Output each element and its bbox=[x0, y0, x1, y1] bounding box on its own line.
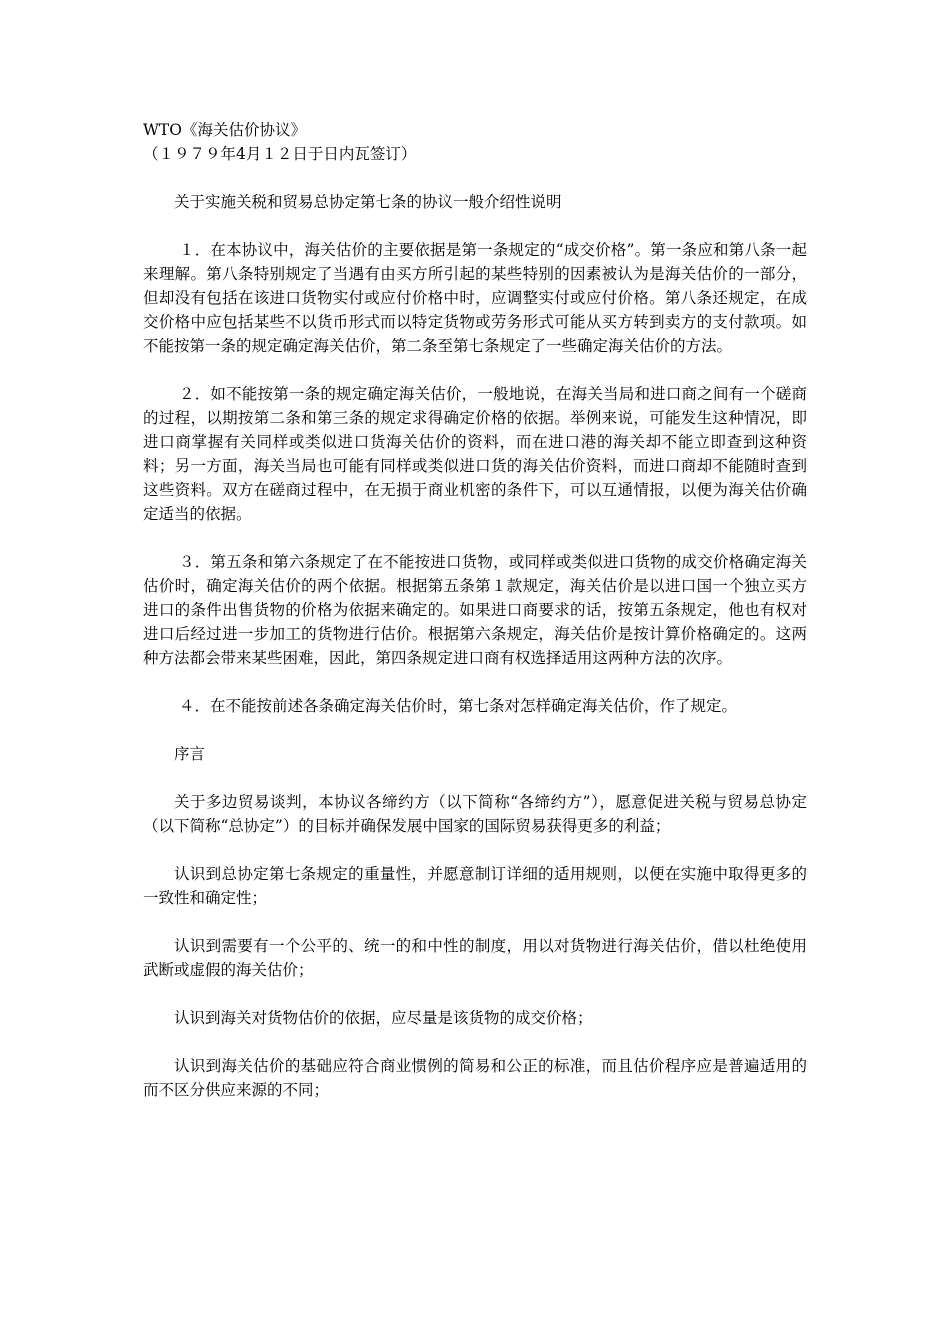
preamble-paragraph-4: 认识到海关对货物估价的依据，应尽量是该货物的成交价格； bbox=[174, 1009, 593, 1027]
document-title: WTO《海关估价协议》 bbox=[143, 121, 306, 139]
intro-paragraph-3: ３．第五条和第六条规定了在不能按进口货物，或同样或类似进口货物的成交价格确定海关估价时，确定海关估价的两个依据。根据第五条第１款规定，海关估价是以进口国一个独立买方进口的条件出售货物的价格为依据来确定的。如果进口商要求的话，按第五条规定，他也有权对进口后经过进一步加工的货物进行估价。根据第六条规定，海关估价是按计算价格确定的。这两种方法都会带来某些困难，因此，第四条规定进口商有权选择适用这两种方法的次序。 bbox=[143, 553, 807, 667]
document-body bbox=[143, 118, 807, 1102]
preamble-paragraph-1: 关于多边贸易谈判，本协议各缔约方（以下简称“各缔约方”），愿意促进关税与贸易总协定（以下简称“总协定”）的目标并确保发展中国家的国际贸易获得更多的利益； bbox=[143, 793, 807, 835]
signing-date-line: （１９７９年4月１２日于日内瓦签订） bbox=[143, 145, 417, 163]
preamble-paragraph-2: 认识到总协定第七条规定的重量性，并愿意制订详细的适用规则，以便在实施中取得更多的一致性和确定性； bbox=[143, 865, 807, 907]
intro-paragraph-2: ２．如不能按第一条的规定确定海关估价，一般地说，在海关当局和进口商之间有一个磋商的过程，以期按第二条和第三条的规定求得确定价格的依据。举例来说，可能发生这种情况，即进口商掌握有关同样或类似进口货海关估价的资料，而在进口港的海关却不能立即查到这种资料；另一方面，海关当局也可能有同样或类似进口货的海关估价资料，而进口商却不能随时查到这些资料。双方在磋商过程中，在无损于商业机密的条件下，可以互通情报，以便为海关估价确定适当的依据。 bbox=[143, 385, 807, 523]
preamble-title: 序言 bbox=[174, 745, 206, 763]
intro-paragraph-1: １．在本协议中，海关估价的主要依据是第一条规定的“成交价格”。第一条应和第八条一起来理解。第八条特别规定了当遇有由买方所引起的某些特别的因素被认为是海关估价的一部分，但却没有包括在该进口货物实付或应付价格中时，应调整实付或应付价格。第八条还规定，在成交价格中应包括某些不以货币形式而以特定货物或劳务形式可能从买方转到卖方的支付款项。如不能按第一条的规定确定海关估价，第二条至第七条规定了一些确定海关估价的方法。 bbox=[143, 241, 807, 355]
preamble-paragraph-3: 认识到需要有一个公平的、统一的和中性的制度，用以对货物进行海关估价，借以杜绝使用武断或虚假的海关估价； bbox=[143, 937, 807, 979]
preamble-paragraph-5: 认识到海关估价的基础应符合商业惯例的简易和公正的标准，而且估价程序应是普遍适用的而不区分供应来源的不同； bbox=[143, 1057, 807, 1099]
intro-paragraph-4: ４．在不能按前述各条确定海关估价时，第七条对怎样确定海关估价，作了规定。 bbox=[179, 697, 738, 715]
intro-title: 关于实施关税和贸易总协定第七条的协议一般介绍性说明 bbox=[174, 193, 562, 211]
